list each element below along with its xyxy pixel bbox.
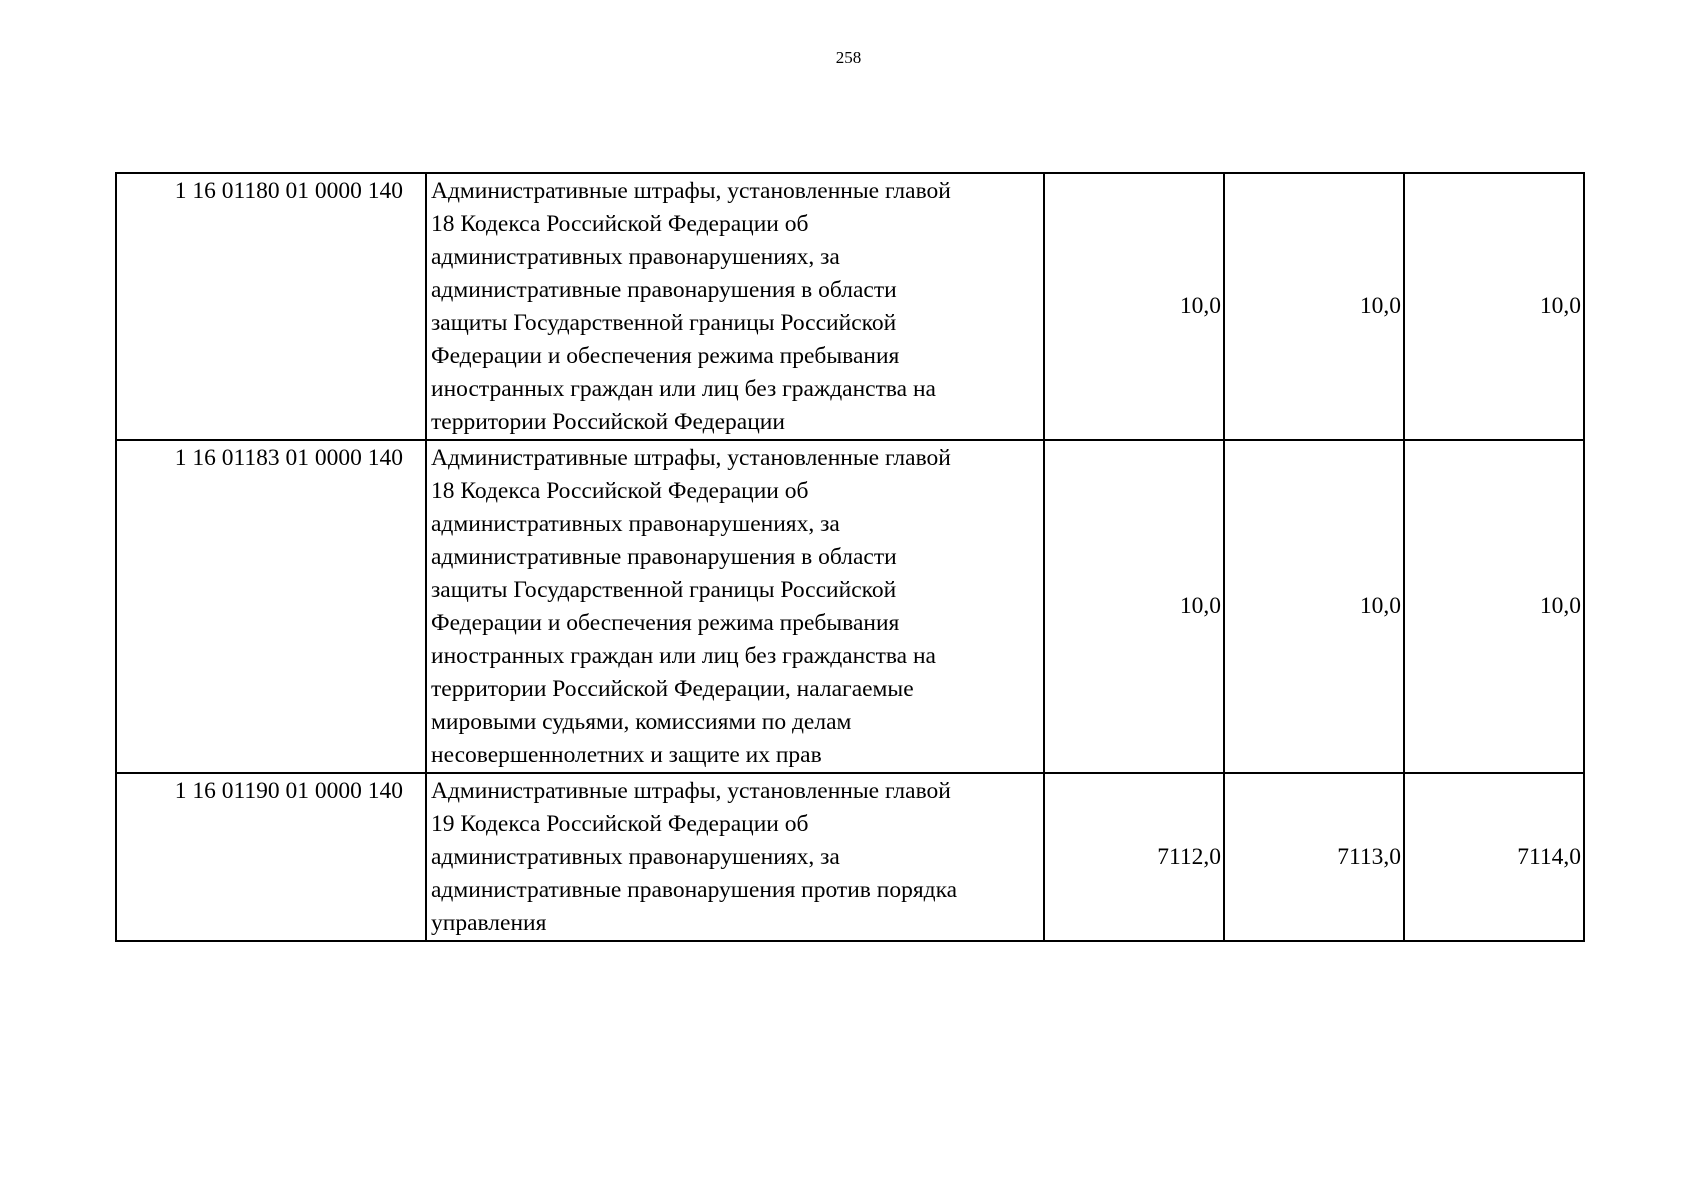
revenue-name-line: административных правонарушениях, за: [431, 844, 840, 870]
table-row: [116, 173, 1584, 440]
revenue-name-line: территории Российской Федерации, налагаемые: [431, 676, 914, 702]
revenue-name-line: административные правонарушения в области: [431, 544, 897, 570]
amount-value: 7114,0: [1404, 773, 1584, 941]
revenue-name-line: административных правонарушениях, за: [431, 511, 840, 537]
amount-value: 10,0: [1224, 173, 1404, 440]
revenue-name: [426, 173, 1044, 440]
budget-code: 1 16 01190 01 0000 140: [116, 773, 426, 941]
revenue-name-line: административные правонарушения в области: [431, 277, 897, 303]
amount-value: 7112,0: [1044, 773, 1224, 941]
revenue-name: [426, 773, 1044, 941]
budget-code: 1 16 01183 01 0000 140: [116, 440, 426, 773]
revenue-name-line: административных правонарушениях, за: [431, 244, 840, 270]
revenue-name-line: иностранных граждан или лиц без гражданства на: [431, 376, 936, 402]
page-number: 258: [835, 48, 862, 67]
budget-code: 1 16 01180 01 0000 140: [116, 173, 426, 440]
amount-value: 10,0: [1044, 173, 1224, 440]
revenue-name-line: территории Российской Федерации: [431, 409, 785, 435]
revenue-name-line: Административные штрафы, установленные главой: [431, 178, 951, 204]
amount-value: 10,0: [1404, 173, 1584, 440]
revenue-name-line: иностранных граждан или лиц без гражданства на: [431, 643, 936, 669]
amount-value: 7113,0: [1224, 773, 1404, 941]
table-row: [116, 440, 1584, 773]
table-row: [116, 773, 1584, 941]
revenue-name-line: 18 Кодекса Российской Федерации об: [431, 478, 809, 504]
revenue-name-line: 19 Кодекса Российской Федерации об: [431, 811, 809, 837]
revenue-name-line: Федерации и обеспечения режима пребывания: [431, 610, 900, 636]
revenue-name-line: управления: [431, 910, 547, 936]
revenue-name-line: защиты Государственной границы Российской: [431, 577, 897, 603]
revenue-name-line: Федерации и обеспечения режима пребывания: [431, 343, 900, 369]
revenue-name-line: мировыми судьями, комиссиями по делам: [431, 709, 852, 735]
revenue-name-line: несовершеннолетних и защите их прав: [431, 742, 822, 768]
revenue-name-line: защиты Государственной границы Российской: [431, 310, 897, 336]
revenue-table: [115, 172, 1585, 942]
revenue-name-line: Административные штрафы, установленные главой: [431, 778, 951, 804]
amount-value: 10,0: [1404, 440, 1584, 773]
revenue-name-line: Административные штрафы, установленные главой: [431, 445, 951, 471]
amount-value: 10,0: [1044, 440, 1224, 773]
revenue-name: [426, 440, 1044, 773]
revenue-name-line: административные правонарушения против порядка: [431, 877, 958, 903]
revenue-name-line: 18 Кодекса Российской Федерации об: [431, 211, 809, 237]
amount-value: 10,0: [1224, 440, 1404, 773]
